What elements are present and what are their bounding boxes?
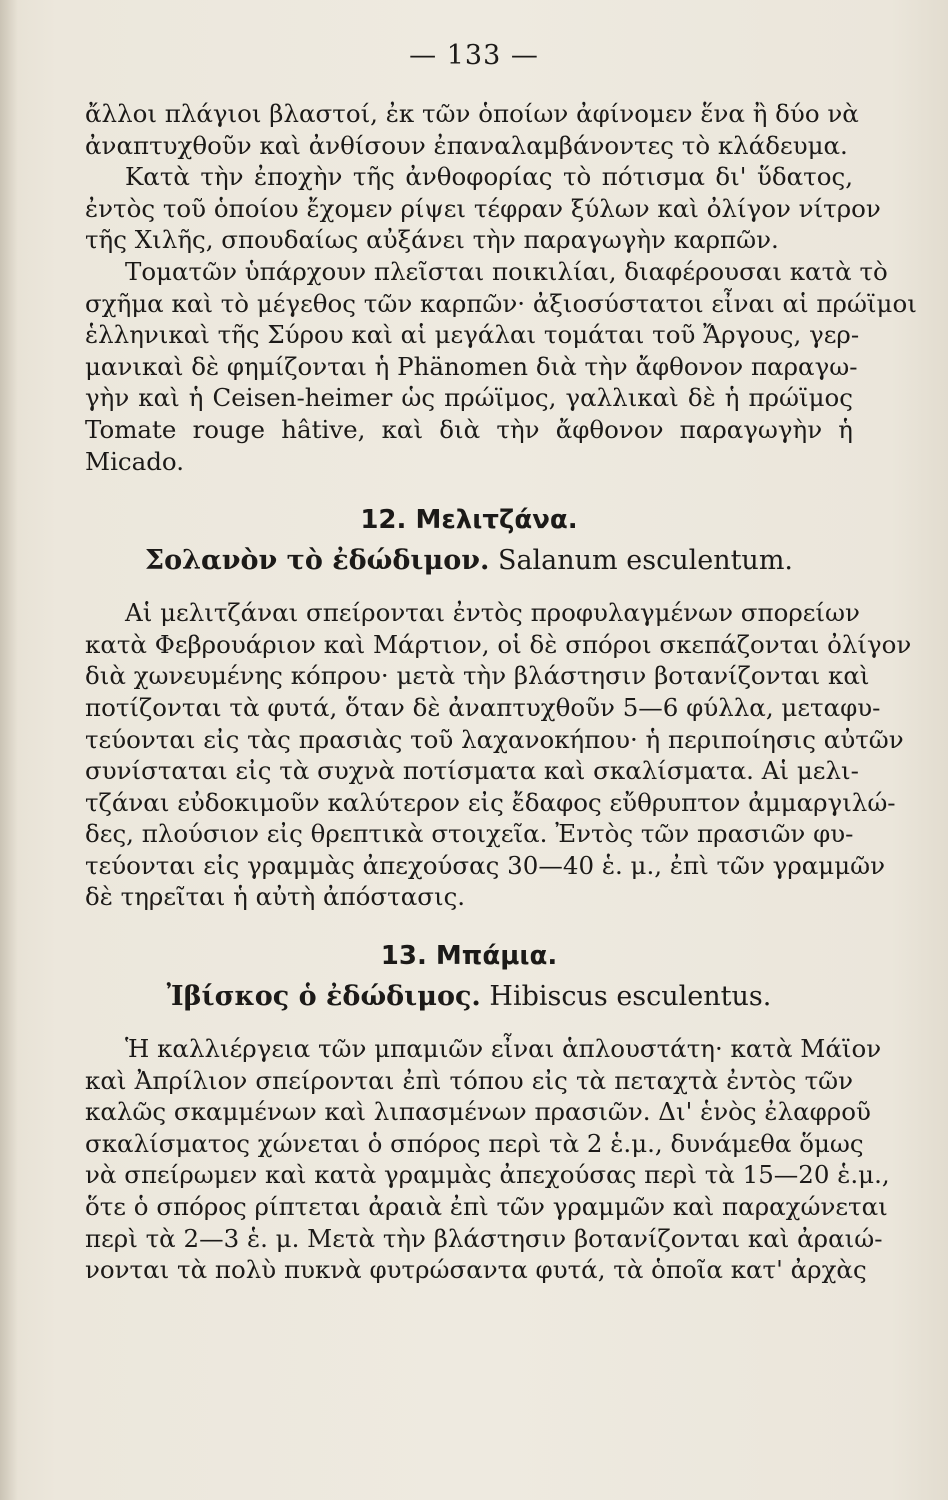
- text-line: δὲ τηρεῖται ἡ αὐτὴ ἀπόστασις.: [85, 882, 466, 912]
- subtitle-greek: Σολανὸν τὸ ἐδώδιμον.: [144, 545, 490, 577]
- section-13: [85, 941, 890, 1286]
- text-line: τεύονται εἰς τὰς πρασιὰς τοῦ λαχανοκήπου· ἡ περιποίησις αὐτῶν: [85, 724, 904, 754]
- text-line: σχῆμα καὶ τὸ μέγεθος τῶν καρπῶν· ἀξιοσύστατοι εἶναι αἱ πρώϊμοι: [85, 288, 917, 318]
- subtitle-latin: Hibiscus esculentus.: [480, 981, 772, 1013]
- text-line: τζάναι εὐδοκιμοῦν καλύτερον εἰς ἔδαφος εὔθρυπτον ἀμμαργιλώ-: [85, 787, 896, 817]
- text-line: ὅτε ὁ σπόρος ρίπτεται ἀραιὰ ἐπὶ τῶν γραμμῶν καὶ παραχώνεται: [85, 1192, 888, 1222]
- text-line: ἑλληνικαὶ τῆς Σύρου καὶ αἱ μεγάλαι τομάται τοῦ Ἄργους, γερ-: [85, 320, 860, 350]
- text-line: Τοματῶν ὑπάρχουν πλεῖσται ποικιλίαι, διαφέρουσαι κατὰ τὸ: [125, 256, 888, 286]
- paragraph-1: [85, 98, 859, 161]
- text-line: ἀναπτυχθοῦν καὶ ἀνθίσουν ἐπαναλαμβάνοντες τὸ κλάδευμα.: [85, 130, 848, 160]
- text-line: Tomate rouge hâtive, καὶ διὰ τὴν ἄφθονον παραγωγὴν ἡ: [85, 414, 853, 444]
- text-line: σκαλίσματος χώνεται ὁ σπόρος περὶ τὰ 2 ἑ.μ., δυνάμεθα ὅμως: [85, 1128, 864, 1158]
- text-line: περὶ τὰ 2—3 ἑ. μ. Μετὰ τὴν βλάστησιν βοτανίζονται καὶ ἀραιώ-: [85, 1223, 883, 1253]
- text-line: τῆς Χιλῆς, σπουδαίως αὐξάνει τὴν παραγωγὴν καρπῶν.: [85, 225, 779, 255]
- text-line: Αἱ μελιτζάναι σπείρονται ἐντὸς προφυλαγμένων σπορείων: [125, 598, 860, 628]
- text-line: ἄλλοι πλάγιοι βλαστοί, ἐκ τῶν ὁποίων ἀφίνομεν ἕνα ἢ δύο νὰ: [85, 99, 859, 128]
- section-subtitle: [85, 545, 853, 577]
- text-line: γὴν καὶ ἡ Ceisen-heimer ὡς πρώϊμος, γαλλικαὶ δὲ ἡ πρώϊμος: [85, 383, 853, 413]
- paragraph-2: [85, 161, 881, 256]
- text-line: μανικαὶ δὲ φημίζονται ἡ Phänomen διὰ τὴν ἄφθονον παραγω-: [85, 351, 858, 381]
- text-line: συνίσταται εἰς τὰ συχνὰ ποτίσματα καὶ σκαλίσματα. Αἱ μελι-: [85, 756, 859, 786]
- text-line: καὶ Ἀπρίλιον σπείρονται ἐπὶ τόπου εἰς τὰ πεταχτὰ ἐντὸς τῶν: [85, 1065, 853, 1095]
- section-heading: 13. Μπάμια.: [380, 941, 558, 972]
- text-line: διὰ χωνευμένης κόπρου· μετὰ τὴν βλάστησιν βοτανίζονται καὶ: [85, 661, 870, 691]
- section-subtitle: [85, 981, 853, 1013]
- text-line: νὰ σπείρωμεν καὶ κατὰ γραμμὰς ἀπεχούσας περὶ τὰ 15—20 ἑ.μ.,: [85, 1160, 890, 1190]
- section-heading: 12. Μελιτζάνα.: [360, 505, 578, 536]
- text-line: Ἡ καλλιέργεια τῶν μπαμιῶν εἶναι ἁπλουστάτη· κατὰ Μάϊον: [125, 1034, 882, 1064]
- page-number: — 133 —: [409, 40, 539, 71]
- section-12: [85, 505, 912, 913]
- text-line: καλῶς σκαμμένων καὶ λιπασμένων πρασιῶν. Δι' ἑνὸς ἐλαφροῦ: [85, 1097, 871, 1127]
- text-line: Κατὰ τὴν ἐποχὴν τῆς ἀνθοφορίας τὸ πότισμα δι' ὕδατος,: [125, 162, 853, 192]
- text-line: Micado.: [85, 446, 185, 476]
- subtitle-greek: Ἰβίσκος ὁ ἐδώδιμος.: [166, 981, 481, 1013]
- text-line: νονται τὰ πολὺ πυκνὰ φυτρώσαντα φυτά, τὰ ὁποῖα κατ' ἀρχὰς: [85, 1255, 867, 1285]
- text-line: τεύονται εἰς γραμμὰς ἀπεχούσας 30—40 ἑ. μ., ἐπὶ τῶν γραμμῶν: [85, 850, 885, 880]
- page-spine-shadow: [0, 0, 18, 1500]
- subtitle-latin: Salanum esculentum.: [489, 545, 794, 577]
- text-line: ἐντὸς τοῦ ὁποίου ἔχομεν ρίψει τέφραν ξύλων καὶ ὀλίγον νίτρον: [85, 193, 881, 223]
- paragraph-3: [85, 256, 917, 477]
- page-body: [85, 98, 917, 1286]
- text-line: κατὰ Φεβρουάριον καὶ Μάρτιον, οἱ δὲ σπόροι σκεπάζονται ὀλίγον: [85, 629, 912, 659]
- text-line: δες, πλούσιον εἰς θρεπτικὰ στοιχεῖα. Ἐντὸς τῶν πρασιῶν φυ-: [85, 819, 854, 849]
- text-line: ποτίζονται τὰ φυτά, ὅταν δὲ ἀναπτυχθοῦν 5—6 φύλλα, μεταφυ-: [85, 692, 881, 722]
